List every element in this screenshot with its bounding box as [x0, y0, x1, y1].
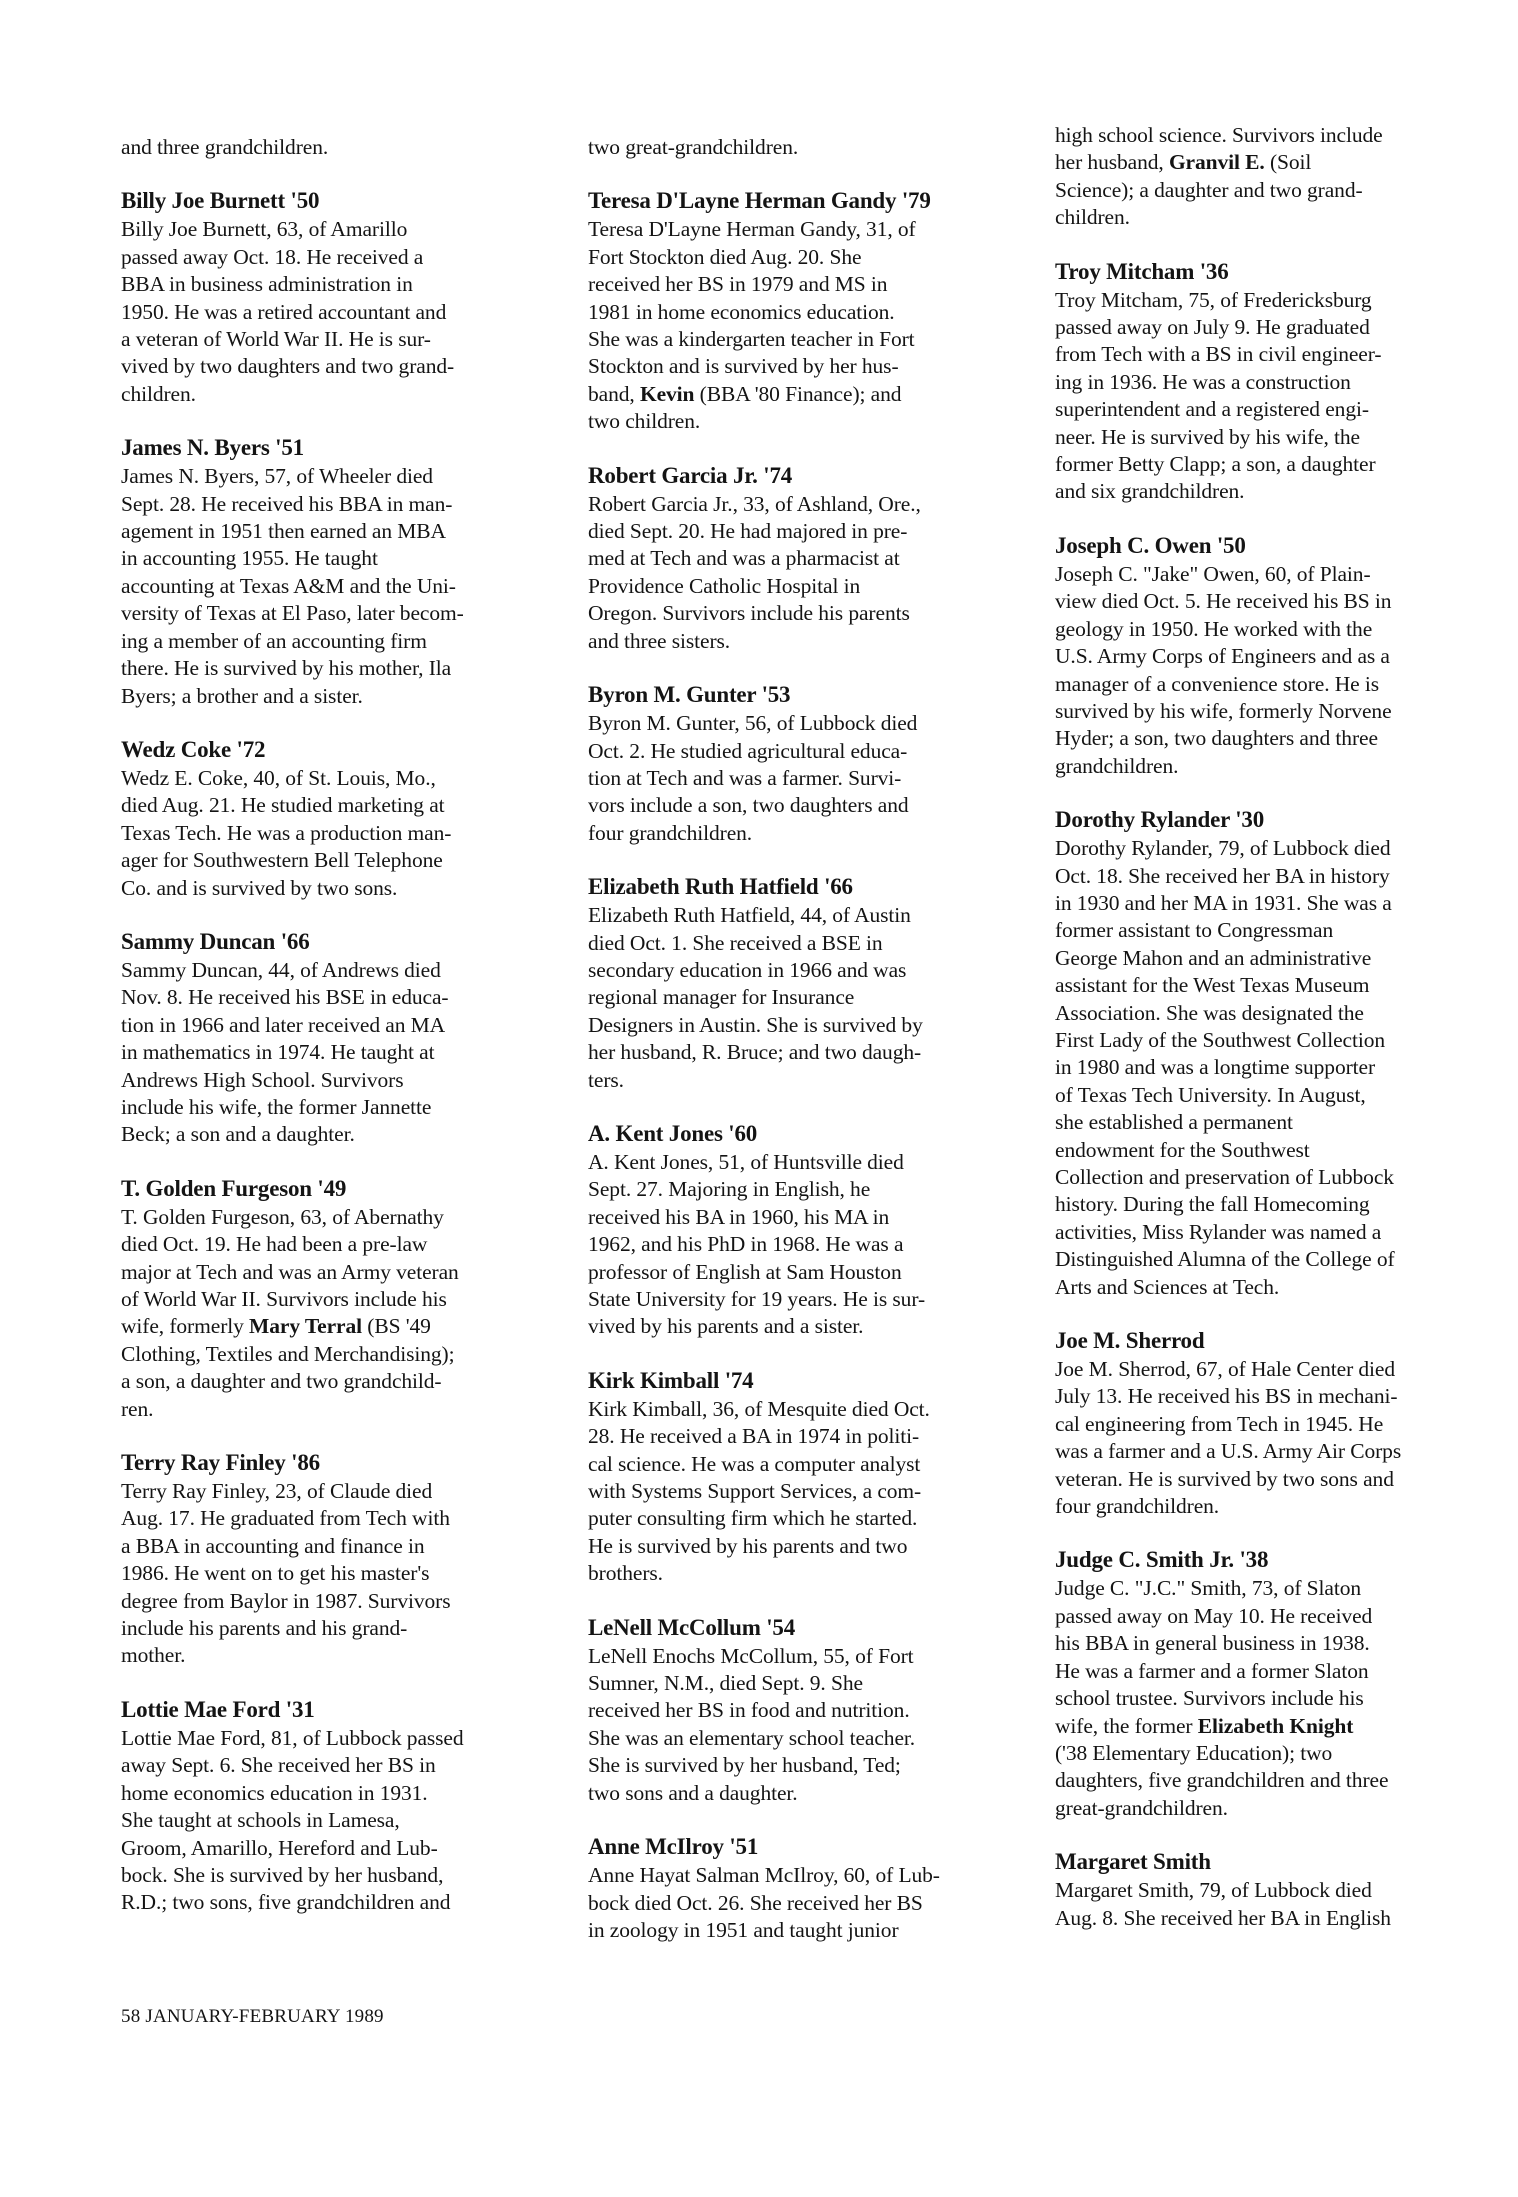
obituary-entry: [588, 873, 1028, 1094]
obituary-text: Elizabeth Ruth Hatfield, 44, of Austin died Oct. 1. She received a BSE in secondary education in 1966 and was regional manager for Insurance Designers in Austin. She is survived by her husband, R. Bruce; and two daugh- ters.: [588, 903, 923, 1092]
obituary-text: Troy Mitcham, 75, of Fredericksburg passed away on July 9. He graduated from Tech with a BS in civil engineer- ing in 1936. He was a construction superintendent and a registered engi- neer. He is survived by his wife, the former Betty Clapp; a son, a daughter and six grandchildren.: [1055, 287, 1382, 504]
obituary-name: Troy Mitcham '36: [1055, 258, 1229, 284]
obituary-entry: [121, 1449, 551, 1670]
survivor-name: Granvil E.: [1168, 150, 1265, 175]
obituary-entry: [588, 1833, 1028, 1944]
obituary-text: [121, 1204, 551, 1423]
obituary-entry: [121, 434, 551, 710]
obituary-name: Margaret Smith: [1055, 1849, 1211, 1875]
obituary-text: A. Kent Jones, 51, of Huntsville died Sept. 27. Majoring in English, he received his BA in 1960, his MA in 1962, and his PhD in 1968. He was a professor of English at Sam Houston State University for 19 years. He is sur- vived by his parents and a sister.: [588, 1149, 926, 1339]
obituary-name: Lottie Mae Ford '31: [121, 1696, 315, 1722]
continuation-text: [1055, 122, 1495, 232]
obituary-entry: [121, 1175, 551, 1423]
page-footer: 58 JANUARY-FEBRUARY 1989: [121, 2006, 384, 2027]
obituary-name: Billy Joe Burnett '50: [121, 188, 320, 214]
column-1: [121, 134, 551, 1917]
obituary-text-part: high school science. Survivors include her husband,: [1055, 123, 1383, 175]
obituary-text: Anne Hayat Salman McIlroy, 60, of Lub- bock died Oct. 26. She received her BS in zoology in 1951 and taught junior: [588, 1863, 940, 1942]
obituary-text: LeNell Enochs McCollum, 55, of Fort Sumner, N.M., died Sept. 9. She received her BS in food and nutrition. She was an elementary school teacher. She is survived by her husband, Ted; two sons and a daughter.: [588, 1643, 916, 1805]
obituary-name: Joseph C. Owen '50: [1055, 532, 1246, 558]
obituary-text: Joe M. Sherrod, 67, of Hale Center died July 13. He received his BS in mechani- cal engineering from Tech in 1945. He was a farmer and a U.S. Army Air Corps veteran. He is survived by two sons and four grandchildren.: [1055, 1357, 1402, 1519]
obituary-entry: [588, 1367, 1028, 1588]
obituary-text: Robert Garcia Jr., 33, of Ashland, Ore., died Sept. 20. He had majored in pre- med at Tech and was a pharmacist at Providence Catholic Hospital in Oregon. Survivors include his parents and three sisters.: [588, 491, 921, 653]
obituary-text-part: ('38 Elementary Education); two daughters, five grandchildren and three great-grandchildren.: [1055, 1740, 1389, 1820]
survivor-name: Mary Terral: [249, 1314, 362, 1339]
survivor-name: Elizabeth Knight: [1197, 1713, 1354, 1738]
obituary-entry: [121, 187, 551, 408]
obituary-text: Margaret Smith, 79, of Lubbock died Aug. 8. She received her BA in English: [1055, 1878, 1391, 1930]
obituary-entry: [588, 1120, 1028, 1341]
obituary-text: Joseph C. "Jake" Owen, 60, of Plain- view died Oct. 5. He received his BS in geology in 1950. He worked with the U.S. Army Corps of Engineers and as a manager of a convenience store. He is survived by his wife, formerly Norvene Hyder; a son, two daughters and three grandchildren.: [1055, 561, 1392, 778]
obituary-text-part: (Soil Science); a daughter and two grand- children.: [1055, 150, 1363, 230]
obituary-name: LeNell McCollum '54: [588, 1614, 795, 1640]
obituary-text: Sammy Duncan, 44, of Andrews died Nov. 8. He received his BSE in educa- tion in 1966 and later received an MA in mathematics in 1974. He taught at Andrews High School. Survivors include his wife, the former Jannette Beck; a son and a daughter.: [121, 957, 449, 1147]
obituary-text: Wedz E. Coke, 40, of St. Louis, Mo., died Aug. 21. He studied marketing at Texas Tech. He was a production man- ager for Southwestern Bell Telephone Co. and is survived by two sons.: [121, 765, 452, 900]
obituary-entry: [121, 736, 551, 902]
obituary-entry: [1055, 532, 1495, 780]
obituary-text-part: (BBA '80 Finance); and two children.: [588, 381, 902, 434]
obituary-entry: [1055, 1327, 1495, 1520]
obituary-entry: [121, 928, 551, 1149]
obituary-text: Terry Ray Finley, 23, of Claude died Aug. 17. He graduated from Tech with a BBA in accounting and finance in 1986. He went on to get his master's degree from Baylor in 1987. Survivors include his parents and his grand- mother.: [121, 1479, 451, 1668]
obituary-text: Billy Joe Burnett, 63, of Amarillo passed away Oct. 18. He received a BBA in business administration in 1950. He was a retired accountant and a veteran of World War II. He is sur- vived by two daughters and two grand- children.: [121, 217, 455, 406]
obituary-entry: [588, 187, 1028, 435]
obituary-entry: [588, 681, 1028, 847]
obituary-text-part: Judge C. "J.C." Smith, 73, of Slaton passed away on May 10. He received his BBA in general business in 1938. He was a farmer and a former Slaton school trustee. Survivors include his wife, the former: [1055, 1576, 1373, 1738]
obituary-name: James N. Byers '51: [121, 435, 304, 461]
obituary-text-part: (BS '49 Clothing, Textiles and Merchandising); a son, a daughter and two grandchild- ren.: [121, 1314, 455, 1421]
obituary-name: Joe M. Sherrod: [1055, 1328, 1205, 1354]
obituary-name: Teresa D'Layne Herman Gandy '79: [588, 188, 931, 214]
obituary-entry: [1055, 1546, 1495, 1822]
obituary-name: Wedz Coke '72: [121, 736, 266, 762]
obituary-text: Dorothy Rylander, 79, of Lubbock died Oct. 18. She received her BA in history in 1930 and her MA in 1931. She was a former assistant to Congressman George Mahon and an administrative assistant for the West Texas Museum Association. She was designated the First Lady of the Southwest Collection in 1980 and was a longtime supporter of Texas Tech University. In August, she established a permanent endowment for the Southwest Collection and preservation of Lubbock history. During the fall Homecoming activities, Miss Rylander was named a Distinguished Alumna of the College of Arts and Sciences at Tech.: [1055, 836, 1395, 1299]
obituary-name: Robert Garcia Jr. '74: [588, 462, 793, 488]
continuation-text: and three grandchildren.: [121, 135, 329, 159]
obituary-entry: [121, 1696, 551, 1917]
obituary-entry: [588, 1614, 1028, 1807]
obituary-entry: [1055, 1848, 1495, 1932]
obituary-name: Dorothy Rylander '30: [1055, 807, 1265, 833]
obituary-name: Judge C. Smith Jr. '38: [1055, 1547, 1269, 1573]
obituary-text: Byron M. Gunter, 56, of Lubbock died Oct. 2. He studied agricultural educa- tion at Tech and was a farmer. Survi- vors include a son, two daughters and four grandchildren.: [588, 711, 918, 845]
obituary-text: James N. Byers, 57, of Wheeler died Sept. 28. He received his BBA in man- agement in 1951 then earned an MBA in accounting 1955. He taught accounting at Texas A&M and the Uni- versity of Texas at El Paso, later becom- ing a member of an accounting firm there. He is survived by his mother, Ila Byers; a brother and a sister.: [121, 464, 464, 708]
obituary-name: Terry Ray Finley '86: [121, 1450, 320, 1476]
column-2: [588, 134, 1028, 1944]
obituary-text: Lottie Mae Ford, 81, of Lubbock passed away Sept. 6. She received her BS in home economics education in 1931. She taught at schools in Lamesa, Groom, Amarillo, Hereford and Lub- bock. She is survived by her husband, R.D.; two sons, five grandchildren and: [121, 1725, 464, 1915]
obituary-name: T. Golden Furgeson '49: [121, 1175, 347, 1201]
continuation-text: two great-grandchildren.: [588, 135, 799, 159]
survivor-name: Kevin: [639, 381, 695, 406]
obituary-text-part: T. Golden Furgeson, 63, of Abernathy died Oct. 19. He had been a pre-law major at Tech and was an Army veteran of World War II. Survivors include his wife, formerly: [121, 1204, 459, 1339]
obituary-text-part: Teresa D'Layne Herman Gandy, 31, of Fort Stockton died Aug. 20. She received her BS in 1979 and MS in 1981 in home economics education. She was a kindergarten teacher in Fort Stockton and is survived by her hus- band,: [588, 217, 916, 406]
obituary-text: [588, 216, 1028, 435]
obituary-name: A. Kent Jones '60: [588, 1120, 758, 1146]
obituary-entry: [1055, 806, 1495, 1301]
obituary-entry: [588, 462, 1028, 655]
obituary-text: [1055, 1575, 1495, 1822]
obituary-text: Kirk Kimball, 36, of Mesquite died Oct. 28. He received a BA in 1974 in politi- cal science. He was a computer analyst with Systems Support Services, a com- puter consulting firm which he started. He is survived by his parents and two brothers.: [588, 1396, 930, 1586]
obituary-name: Sammy Duncan '66: [121, 928, 310, 954]
obituary-name: Kirk Kimball '74: [588, 1367, 754, 1393]
obituary-entry: [1055, 258, 1495, 506]
column-3: [1055, 122, 1495, 1932]
obituary-name: Byron M. Gunter '53: [588, 682, 791, 708]
obituary-name: Anne McIlroy '51: [588, 1834, 759, 1860]
obituary-name: Elizabeth Ruth Hatfield '66: [588, 874, 853, 900]
